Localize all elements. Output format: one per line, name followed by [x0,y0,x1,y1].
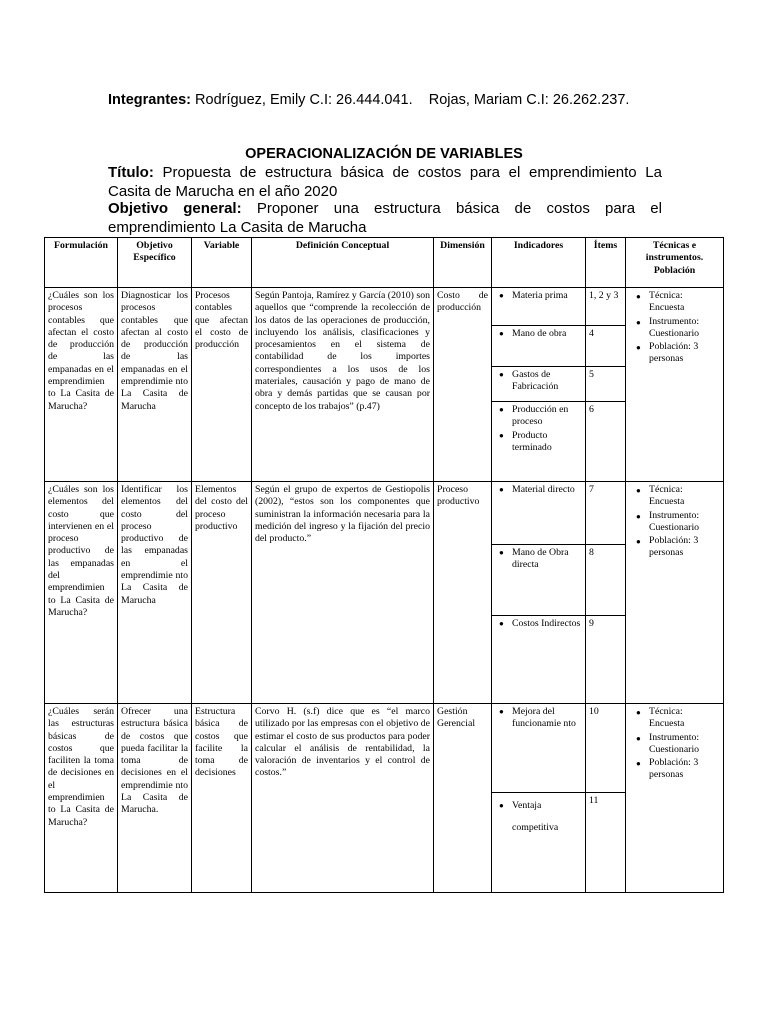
table-row [45,482,724,704]
header-items: Ítems [586,238,626,288]
item-number: 7 [586,482,625,545]
cell-variable: Elementos del costo del proceso productivo [192,482,252,704]
cell-formulacion: ¿Cuáles serán las estructuras básicas de costos que faciliten la toma de decisiones en el emprendimien to La Casita de Marucha? [45,704,118,893]
cell-formulacion: ¿Cuáles son los elementos del costo que intervienen en el proceso productivo de las empanadas del emprendimien to La Casita de Marucha? [45,482,118,704]
cell-dimension: Proceso productivo [434,482,492,704]
item-number: 11 [589,795,599,806]
header-tecnicas-line1: Técnicas e [652,240,697,251]
header-tecnicas [626,238,724,288]
integrantes-line [108,92,728,108]
instrumento-item: ● Instrumento: Cuestionario [649,316,720,341]
objetivo-paragraph [108,199,662,237]
indicador-label: Material directo [512,484,575,495]
operacionalizacion-table [44,237,724,893]
cell-formulacion: ¿Cuáles son los procesos contables que afectan el costo de producción de las empanadas en el emprendimien to La Casita de Marucha? [45,288,118,482]
indicador-label: Mejora del funcionamie nto [512,706,576,730]
item-number: 10 [586,704,625,793]
header-dimension: Dimensión [434,238,492,288]
cell-items [586,482,626,704]
indicador-label: Mano de Obra directa [512,547,569,571]
cell-indicadores [492,704,586,893]
poblacion-item: ● Población: 3 personas [649,535,720,560]
indicador-label: Ventaja competitiva [512,800,559,833]
table-header-row [45,238,724,288]
cell-dimension: Gestión Gerencial [434,704,492,893]
cell-tecnicas [626,288,724,482]
titulo-paragraph [108,163,662,201]
indicador: ● Mano de obra [492,326,585,367]
indicador: ● Mano de Obra directa [492,545,585,616]
indicador-label: Mano de obra [512,328,567,339]
indicador: ● Mejora del funcionamie nto [492,704,585,793]
indicador: ● Producción en proceso ● Producto terminado [499,404,569,453]
indicador-label: Gastos de Fabricación [512,369,559,393]
item-number: 5 [586,367,625,402]
tecnica-item: ● Técnica: Encuesta [649,484,720,509]
titulo-value: Propuesta de estructura básica de costos para el emprendimiento La Casita de Marucha en el año 2020 [108,164,662,200]
indicador-label: Producción en proceso [512,404,569,428]
objetivo-label: Objetivo general: [108,200,242,217]
indicador-label: Materia prima [512,290,568,301]
cell-objetivo: Identificar los elementos del costo del proceso productivo de las empanadas en el emprendimie nto La Casita de Marucha [118,482,192,704]
instrumento-item: ● Instrumento: Cuestionario [649,510,720,535]
item-number: 9 [589,618,594,629]
indicador: ● Gastos de Fabricación [492,367,585,402]
item-number: 4 [586,326,625,367]
cell-variable: Estructura básica de costos que facilite la toma de decisiones [192,704,252,893]
poblacion-item: ● Población: 3 personas [649,757,720,782]
indicador-label: Producto terminado [512,429,552,453]
table-row [45,704,724,893]
titulo-label: Título: [108,164,154,181]
cell-objetivo: Ofrecer una estructura básica de costos que pueda facilitar la toma de decisiones en el emprendimie nto La Casita de Marucha. [118,704,192,893]
item-number: 1, 2 y 3 [586,288,625,326]
indicador: ● Costos Indirectos [499,618,581,629]
cell-items [586,704,626,893]
cell-definicion: Según Pantoja, Ramírez y García (2010) son aquellos que “comprende la recolección de los datos de las operaciones de producción, incluyendo los análisis, clasificaciones y procesamientos en el sistema de contabilidad de los importes correspondientes a los usos de los materiales, causación y pago de mano de obra y demás partidas que se causan por concepto de los trabajos” (p.47) [252,288,434,482]
indicador: ● Materia prima [492,288,585,326]
header-objetivo: Objetivo Específico [118,238,192,288]
header-tecnicas-line3: Población [653,264,696,276]
integrantes-value: Rodríguez, Emily C.I: 26.444.041. Rojas, Mariam C.I: 26.262.237. [191,92,630,108]
page-title: OPERACIONALIZACIÓN DE VARIABLES [245,146,523,162]
cell-definicion: Corvo H. (s.f) dice que es “el marco utilizado por las empresas con el objetivo de estimar el costo de sus productos para poder calcular el análisis de rentabilidad, la valoración de inventarios y el control de costos.” [252,704,434,893]
cell-items [586,288,626,482]
instrumento-item: ● Instrumento: Cuestionario [649,732,720,757]
cell-tecnicas [626,704,724,893]
tecnica-item: ● Técnica: Encuesta [649,706,720,731]
item-number: 6 [589,404,594,415]
indicador: ● Material directo [492,482,585,545]
indicador-label: Costos Indirectos [512,618,581,629]
header-tecnicas-line2: instrumentos. [645,252,704,264]
header-formulacion: Formulación [45,238,118,288]
header-variable: Variable [192,238,252,288]
indicador: ● Ventaja competitiva [499,800,559,833]
cell-indicadores [492,482,586,704]
item-number: 8 [586,545,625,616]
integrantes-label: Integrantes: [108,92,191,108]
cell-variable: Procesos contables que afectan el costo de producción [192,288,252,482]
cell-dimension: Costo de producción [434,288,492,482]
header-definicion: Definición Conceptual [252,238,434,288]
poblacion-item: ● Población: 3 personas [649,341,720,366]
tecnica-item: ● Técnica: Encuesta [649,290,720,315]
cell-indicadores [492,288,586,482]
header-indicadores: Indicadores [492,238,586,288]
cell-definicion: Según el grupo de expertos de Gestiopolis (2002), “estos son los componentes que suministran la información necesaria para la medición del ingreso y la fijación del precio del producto.” [252,482,434,704]
cell-tecnicas [626,482,724,704]
table-row [45,288,724,482]
cell-objetivo: Diagnosticar los procesos contables que afectan al costo de producción de las empanadas en el emprendimie nto La Casita de Marucha [118,288,192,482]
objetivo-value: Proponer una estructura básica de costos para el emprendimiento La Casita de Marucha [108,200,662,236]
